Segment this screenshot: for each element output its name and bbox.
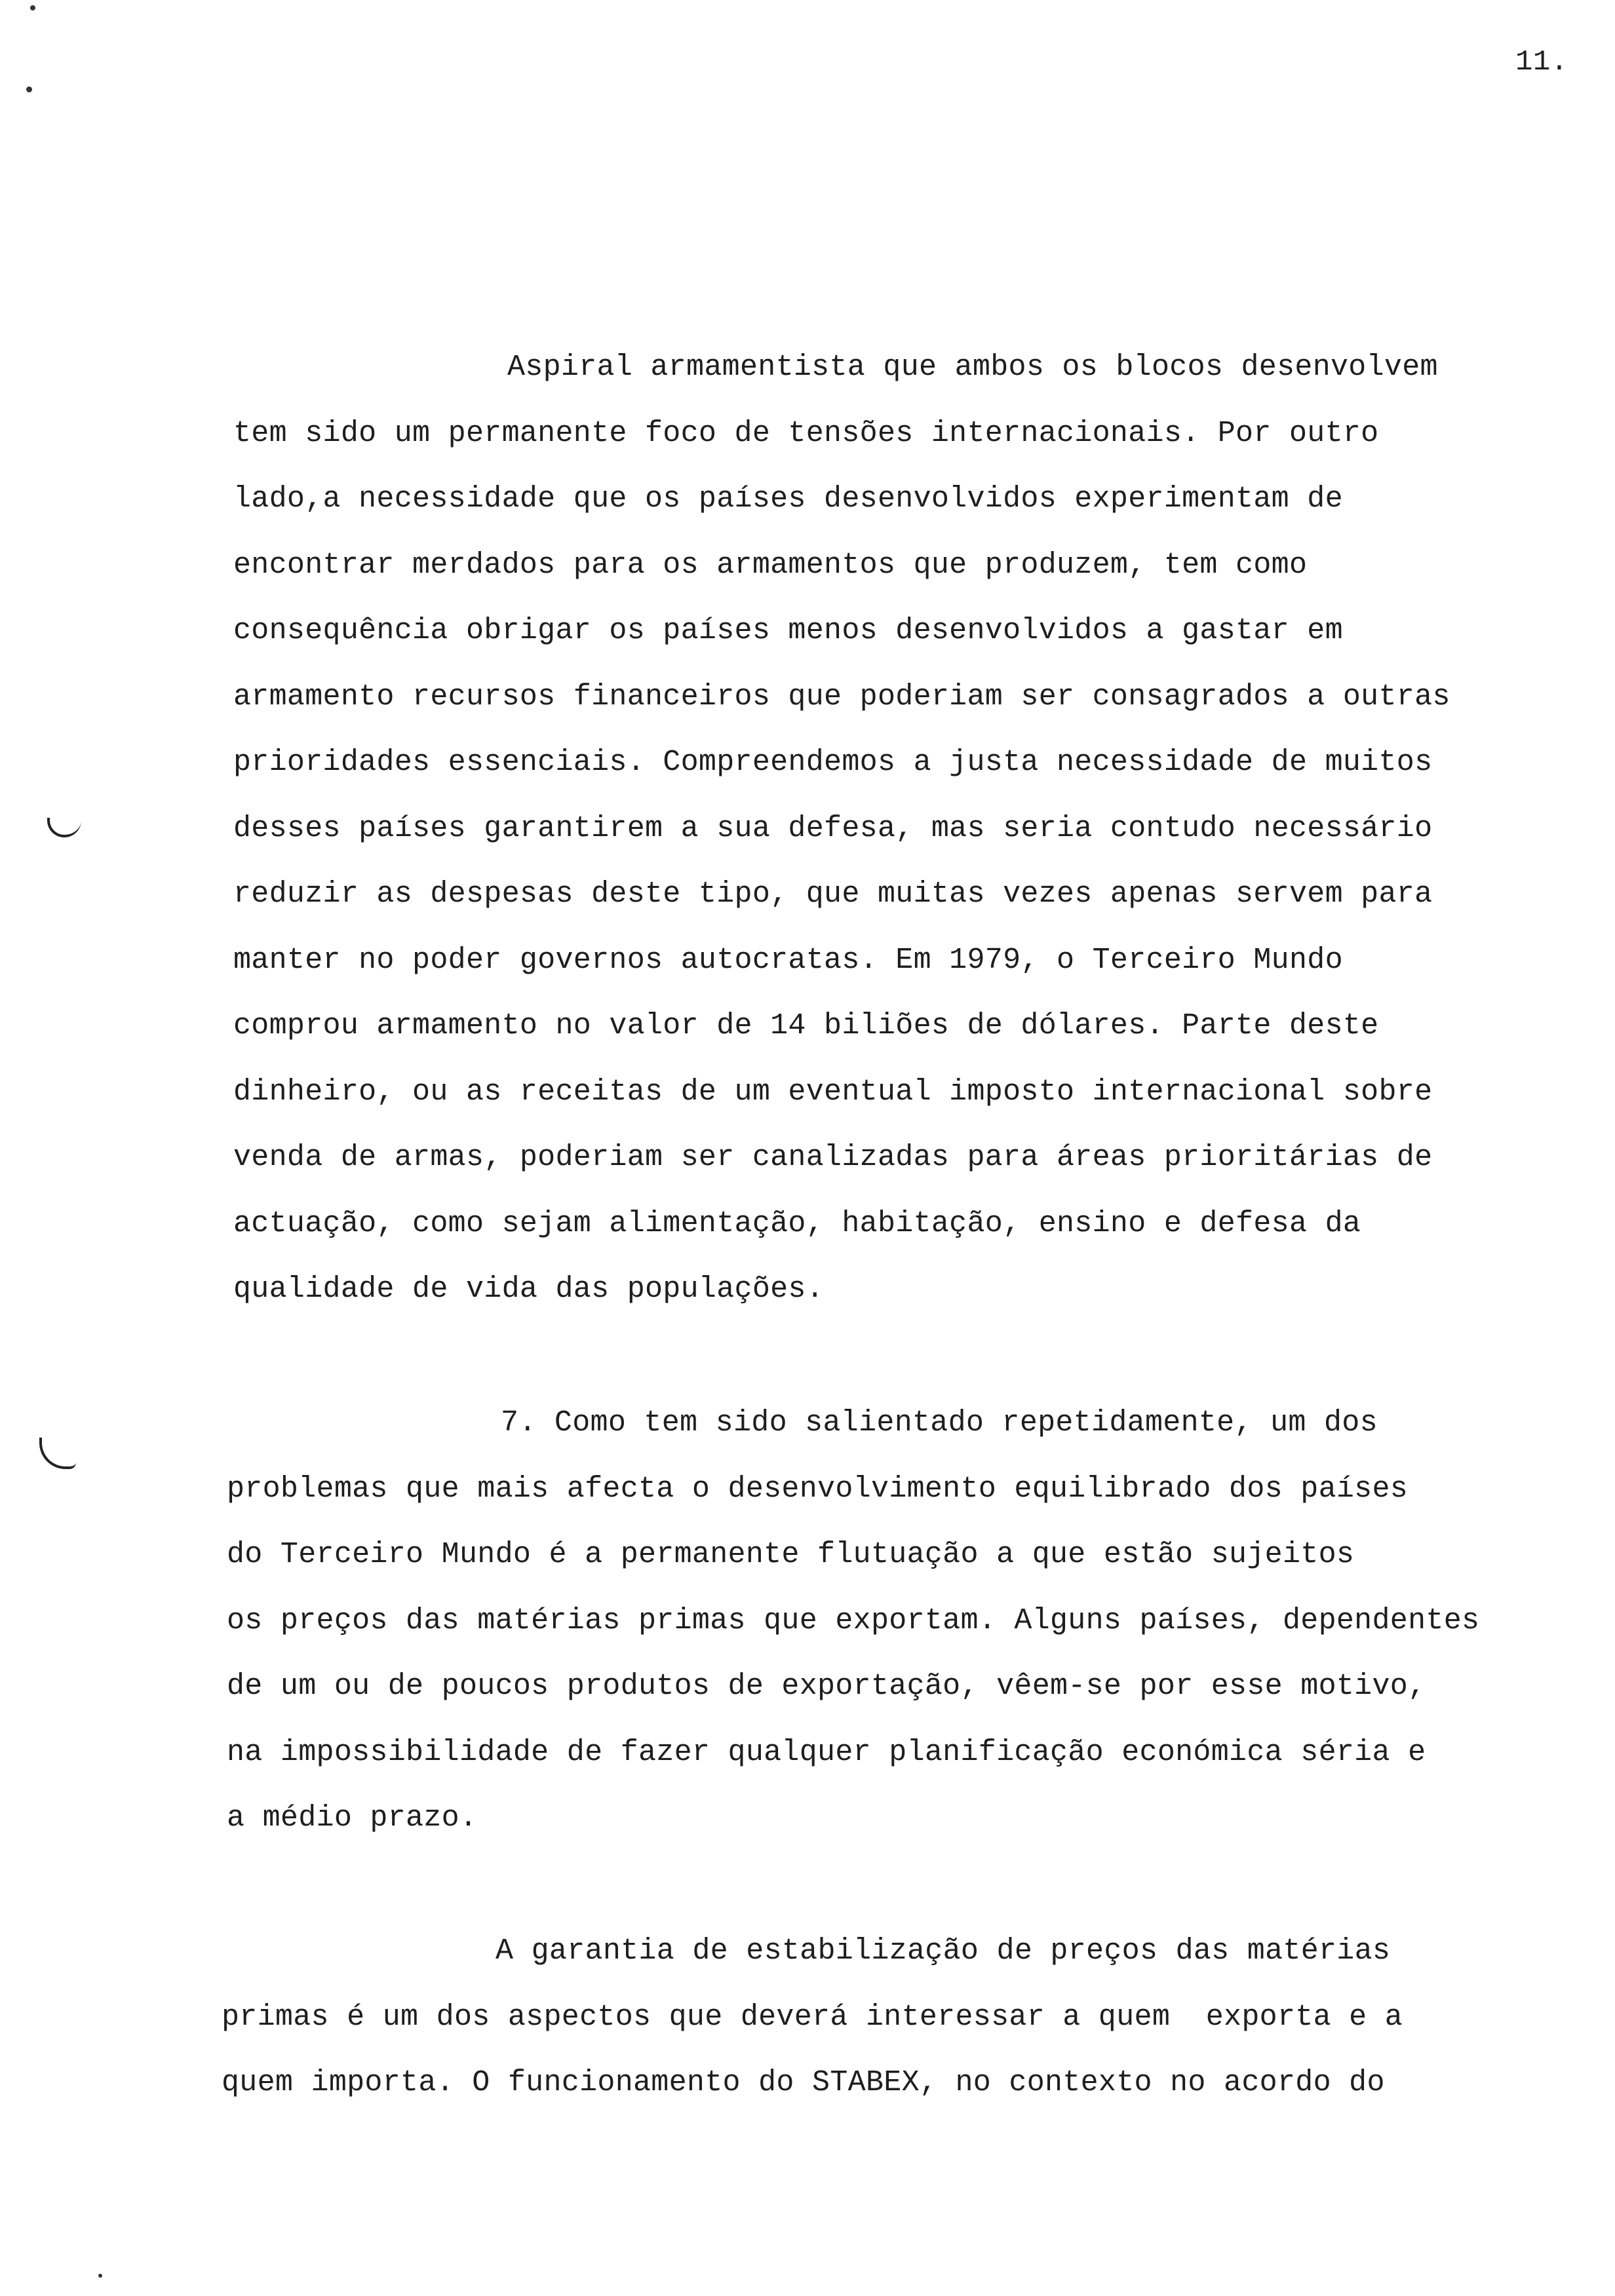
text-line: quem importa. O funcionamento do STABEX, no contexto no acordo do — [222, 2066, 1385, 2099]
text-line: na impossibilidade de fazer qualquer planificação económica séria e — [227, 1735, 1426, 1769]
text-line: de um ou de poucos produtos de exportação, vêem-se por esse motivo, — [227, 1670, 1426, 1703]
text-line: lado,a necessidade que os países desenvolvidos experimentam de — [233, 482, 1343, 516]
paragraph-raw-materials — [227, 1390, 1479, 1852]
paragraph-armament — [233, 335, 1450, 1323]
hole-punch-mark — [47, 818, 81, 837]
text-line: venda de armas, poderiam ser canalizadas para áreas prioritárias de — [233, 1141, 1433, 1174]
text-line: A garantia de estabilização de preços das matérias — [496, 1934, 1391, 1968]
text-line: consequência obrigar os países menos desenvolvidos a gastar em — [233, 614, 1343, 647]
scan-speck — [26, 86, 32, 92]
text-line: os preços das matérias primas que exportam. Alguns países, dependentes — [227, 1603, 1480, 1637]
text-line: manter no poder governos autocratas. Em 1979, o Terceiro Mundo — [233, 943, 1343, 977]
text-line: problemas que mais afecta o desenvolvimento equilibrado dos países — [227, 1472, 1409, 1506]
hole-punch-mark — [39, 1438, 76, 1469]
text-line: actuação, como sejam alimentação, habitação, ensino e defesa da — [233, 1206, 1361, 1240]
scan-speck — [30, 5, 35, 10]
text-line: encontrar merdados para os armamentos que produzem, tem como — [233, 548, 1308, 582]
page-number: 11. — [1515, 46, 1568, 79]
text-line: prioridades essenciais. Compreendemos a justa necessidade de muitos — [233, 746, 1433, 779]
scan-speck — [98, 2274, 102, 2278]
text-line: comprou armamento no valor de 14 biliões de dólares. Parte deste — [233, 1009, 1379, 1043]
text-line: Aspiral armamentista que ambos os blocos desenvolvem — [507, 351, 1438, 384]
text-line: desses países garantirem a sua defesa, mas seria contudo necessário — [233, 811, 1433, 845]
text-line: qualidade de vida das populações. — [233, 1272, 825, 1306]
paragraph-stabex — [222, 1919, 1403, 2116]
text-line: reduzir as despesas deste tipo, que muitas vezes apenas servem para — [233, 877, 1433, 911]
text-line: tem sido um permanente foco de tensões internacionais. Por outro — [233, 416, 1379, 450]
text-line: dinheiro, ou as receitas de um eventual imposto internacional sobre — [233, 1075, 1433, 1109]
text-line: do Terceiro Mundo é a permanente flutuação a que estão sujeitos — [227, 1538, 1355, 1571]
text-line: armamento recursos financeiros que poderiam ser consagrados a outras — [233, 679, 1450, 714]
text-line: a médio prazo. — [227, 1801, 478, 1835]
text-line: 7. Como tem sido salientado repetidamente, um dos — [501, 1406, 1378, 1440]
text-line: primas é um dos aspectos que deverá interessar a quem exporta e a — [222, 2000, 1403, 2034]
